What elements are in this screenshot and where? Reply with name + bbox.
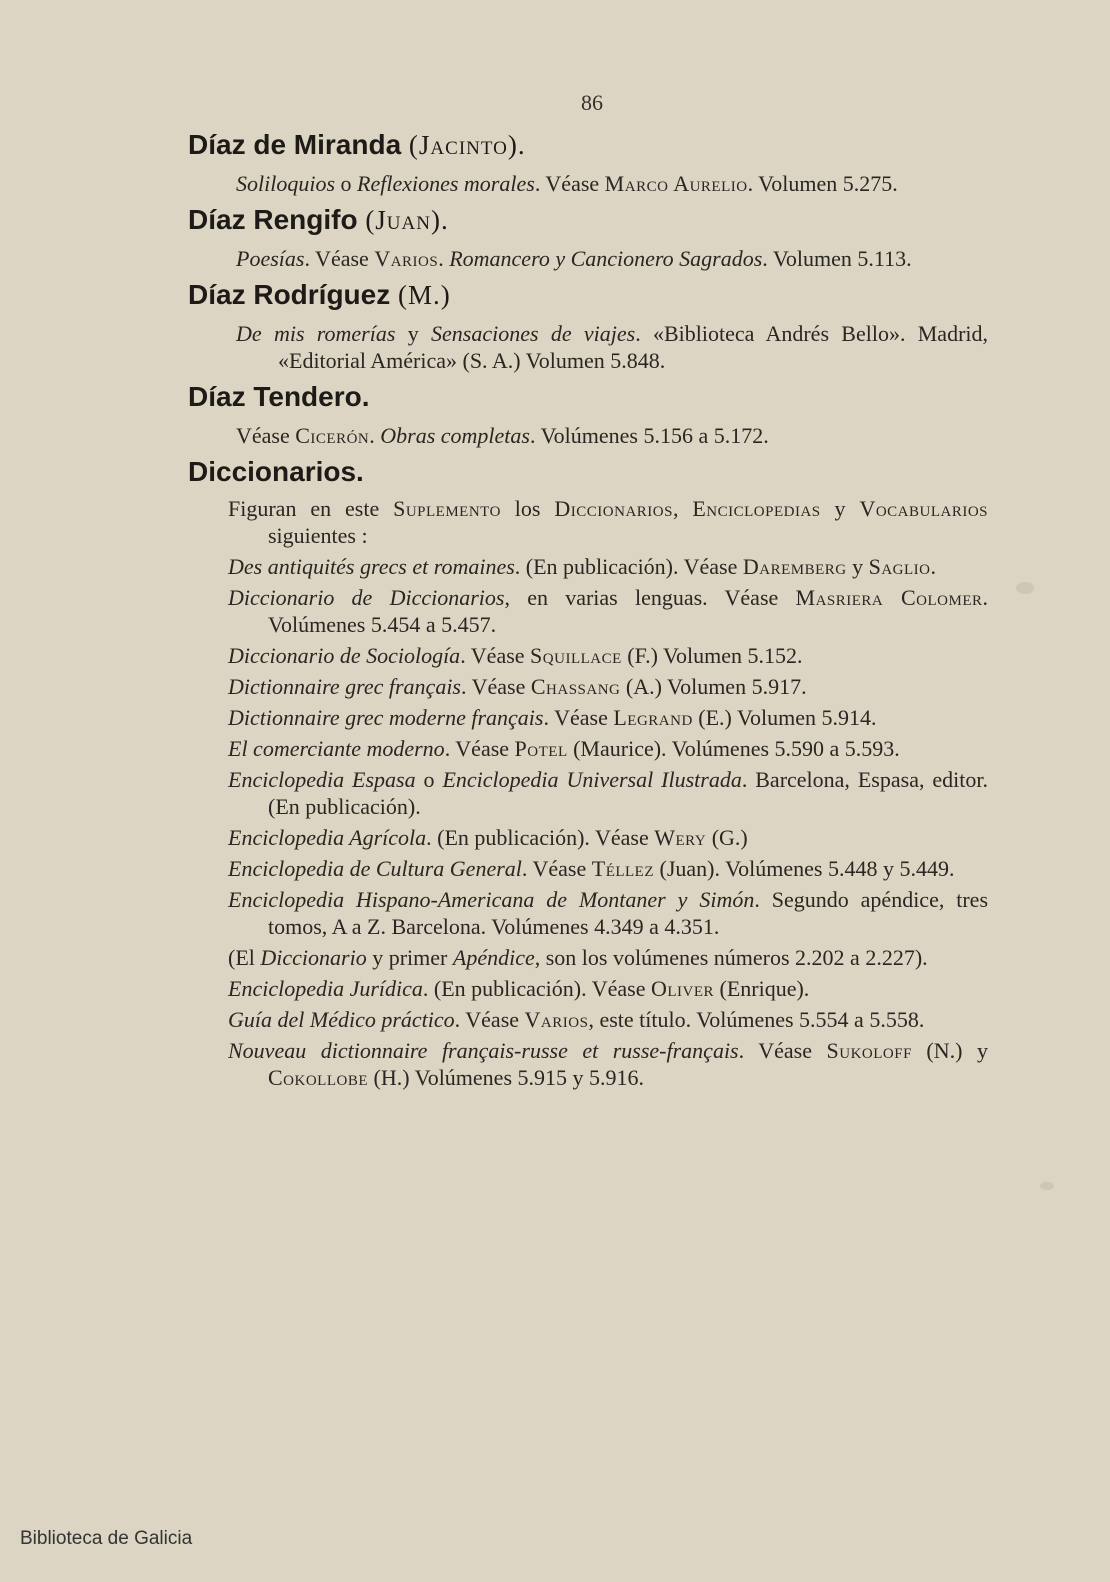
author-name: Díaz Rengifo: [188, 204, 358, 235]
entry-heading: [188, 128, 988, 162]
author-ref: Potel: [514, 736, 568, 761]
dictionary-item: [188, 1037, 988, 1091]
italic-title: Enciclopedia Hispano-Americana de Montaner y Simón: [228, 887, 755, 912]
dictionary-list: [188, 495, 988, 1091]
text-run: , este título. Volúmenes 5.554 a 5.558.: [588, 1007, 925, 1032]
text-run: . Barcelona, Espasa, editor. (En publicación).: [268, 767, 988, 819]
entry-diccionarios: [188, 455, 988, 1091]
dictionary-item: [188, 673, 988, 700]
dictionary-item: [188, 735, 988, 762]
author-ref: Téllez: [591, 856, 655, 881]
italic-title: Enciclopedia Universal Ilustrada: [442, 767, 742, 792]
text-run: y: [395, 321, 431, 346]
italic-title: El comerciante moderno: [228, 736, 445, 761]
dictionary-item: [188, 855, 988, 882]
author-ref: Squillace: [530, 643, 622, 668]
text-run: Véase: [236, 423, 296, 448]
text-run: . Véase: [521, 856, 592, 881]
text-run: (El: [228, 945, 261, 970]
author-entries: [188, 128, 988, 449]
text-run: Figuran en este: [228, 496, 394, 521]
text-run: (G.): [706, 825, 748, 850]
italic-title: De mis romerías: [236, 321, 396, 346]
italic-title: Diccionario: [260, 945, 367, 970]
author-ref: Masriera Colomer: [795, 585, 983, 610]
dictionary-item: [188, 1006, 988, 1033]
italic-title: Des antiquités grecs et romaines: [228, 554, 515, 579]
entry-heading: Diccionarios.: [188, 456, 364, 487]
page-number: 86: [581, 90, 603, 115]
intro-paragraph: [188, 495, 988, 549]
author-ref: Cokollobe: [268, 1065, 368, 1090]
dictionary-item: [188, 584, 988, 638]
text-run: .: [369, 423, 381, 448]
dictionary-item: [188, 824, 988, 851]
text-run: .: [438, 246, 450, 271]
text-run: (N.) y: [911, 1038, 988, 1063]
author-entry: [188, 380, 988, 449]
italic-title: Nouveau dictionnaire français-russe et russe-français: [228, 1038, 739, 1063]
italic-title: Diccionario de Sociología: [228, 643, 461, 668]
author-ref: Varios: [374, 246, 439, 271]
italic-title: Enciclopedia de Cultura General: [228, 856, 522, 881]
text-run: (E.) Volumen 5.914.: [692, 705, 877, 730]
dictionary-item: [188, 553, 988, 580]
italic-title: Diccionario de Diccionarios: [228, 585, 505, 610]
text-run: . Segundo apéndice, tres tomos, A a Z. Barcelona. Volúmenes 4.349 a 4.351.: [268, 887, 989, 939]
author-name: Díaz Tendero: [188, 381, 362, 412]
author-given-name: (Juan).: [357, 205, 449, 235]
page-content: [188, 128, 988, 1095]
italic-title: Reflexiones morales: [357, 171, 535, 196]
author-ref: Enciclopedias: [692, 496, 821, 521]
author-ref: Chassang: [530, 674, 621, 699]
text-run: , son los volúmenes números 2.202 a 2.227).: [534, 945, 928, 970]
dictionary-item: [188, 766, 988, 820]
italic-title: Obras completas: [380, 423, 530, 448]
text-run: y: [820, 496, 860, 521]
text-run: . Véase: [543, 705, 614, 730]
text-run: . (En publicación). Véase: [422, 976, 651, 1001]
text-run: (Enrique).: [714, 976, 810, 1001]
text-run: . (En publicación). Véase: [514, 554, 743, 579]
author-ref: Diccionarios: [554, 496, 673, 521]
author-ref: Vocabularios: [859, 496, 989, 521]
italic-title: Guía del Médico práctico: [228, 1007, 455, 1032]
author-ref: Cicerón: [295, 423, 370, 448]
dictionary-item: [188, 886, 988, 940]
author-given-name: (M.): [390, 280, 451, 310]
entry-body: [188, 245, 988, 272]
entry-body: [188, 170, 988, 197]
author-entry: [188, 203, 988, 272]
author-entry: [188, 128, 988, 197]
text-run: (Juan). Volúmenes 5.448 y 5.449.: [654, 856, 955, 881]
text-run: , en varias lenguas. Véase: [504, 585, 796, 610]
text-run: . Volumen 5.275.: [747, 171, 898, 196]
text-run: o: [335, 171, 358, 196]
text-run: y primer: [366, 945, 453, 970]
paper-stain: [1040, 1182, 1054, 1190]
dictionary-item: [188, 642, 988, 669]
entry-heading: [188, 380, 988, 414]
text-run: (A.) Volumen 5.917.: [620, 674, 807, 699]
italic-title: Soliloquios: [236, 171, 336, 196]
author-ref: Daremberg: [742, 554, 847, 579]
text-run: (H.) Volúmenes 5.915 y 5.916.: [368, 1065, 645, 1090]
paper-stain: [1016, 582, 1034, 594]
dictionary-item: [188, 704, 988, 731]
author-ref: Saglio: [868, 554, 931, 579]
author-given-name: (Jacinto).: [401, 130, 526, 160]
author-ref: Sukoloff: [826, 1038, 912, 1063]
dictionary-item: [188, 975, 988, 1002]
italic-title: Enciclopedia Agrícola: [228, 825, 427, 850]
italic-title: Sensaciones de viajes: [431, 321, 636, 346]
entry-body: [188, 320, 988, 374]
text-run: . Véase: [454, 1007, 525, 1032]
italic-title: Enciclopedia Jurídica: [228, 976, 423, 1001]
text-run: . Véase: [461, 674, 531, 699]
italic-title: Romancero y Cancionero Sagrados: [449, 246, 763, 271]
entry-heading: [188, 203, 988, 237]
entry-heading: [188, 278, 988, 312]
author-ref: Varios: [524, 1007, 589, 1032]
text-run: . Volumen 5.113.: [762, 246, 912, 271]
dictionary-item: [188, 944, 988, 971]
author-given-name: .: [361, 381, 370, 412]
italic-title: Apéndice: [452, 945, 535, 970]
author-entry: [188, 278, 988, 374]
text-run: y: [846, 554, 869, 579]
text-run: . Volúmenes 5.454 a 5.457.: [268, 585, 989, 637]
italic-title: Enciclopedia Espasa: [228, 767, 416, 792]
text-run: . Véase: [460, 643, 531, 668]
italic-title: Dictionnaire grec français: [228, 674, 461, 699]
text-run: . Véase: [444, 736, 515, 761]
text-run: (Maurice). Volúmenes 5.590 a 5.593.: [567, 736, 900, 761]
text-run: . (En publicación). Véase: [426, 825, 655, 850]
author-ref: Legrand: [613, 705, 693, 730]
author-ref: Wery: [654, 825, 707, 850]
entry-body: [188, 422, 988, 449]
author-ref: Oliver: [650, 976, 715, 1001]
text-run: . Véase: [534, 171, 605, 196]
text-run: los: [500, 496, 555, 521]
text-run: . Véase: [738, 1038, 827, 1063]
italic-title: Dictionnaire grec moderne français: [228, 705, 544, 730]
author-ref: Marco Aurelio: [604, 171, 748, 196]
author-name: Díaz de Miranda: [188, 129, 402, 160]
text-run: . Véase: [304, 246, 375, 271]
text-run: .: [930, 554, 936, 579]
italic-title: Poesías: [236, 246, 305, 271]
library-credit: Biblioteca de Galicia: [20, 1528, 193, 1549]
text-run: siguientes :: [268, 523, 368, 548]
author-ref: Suplemento: [393, 496, 501, 521]
text-run: ,: [672, 496, 693, 521]
text-run: . Volúmenes 5.156 a 5.172.: [529, 423, 769, 448]
author-name: Díaz Rodríguez: [188, 279, 391, 310]
text-run: . «Biblioteca Andrés Bello». Madrid, «Editorial América» (S. A.) Volumen 5.848.: [278, 321, 989, 373]
text-run: o: [415, 767, 443, 792]
text-run: (F.) Volumen 5.152.: [621, 643, 803, 668]
